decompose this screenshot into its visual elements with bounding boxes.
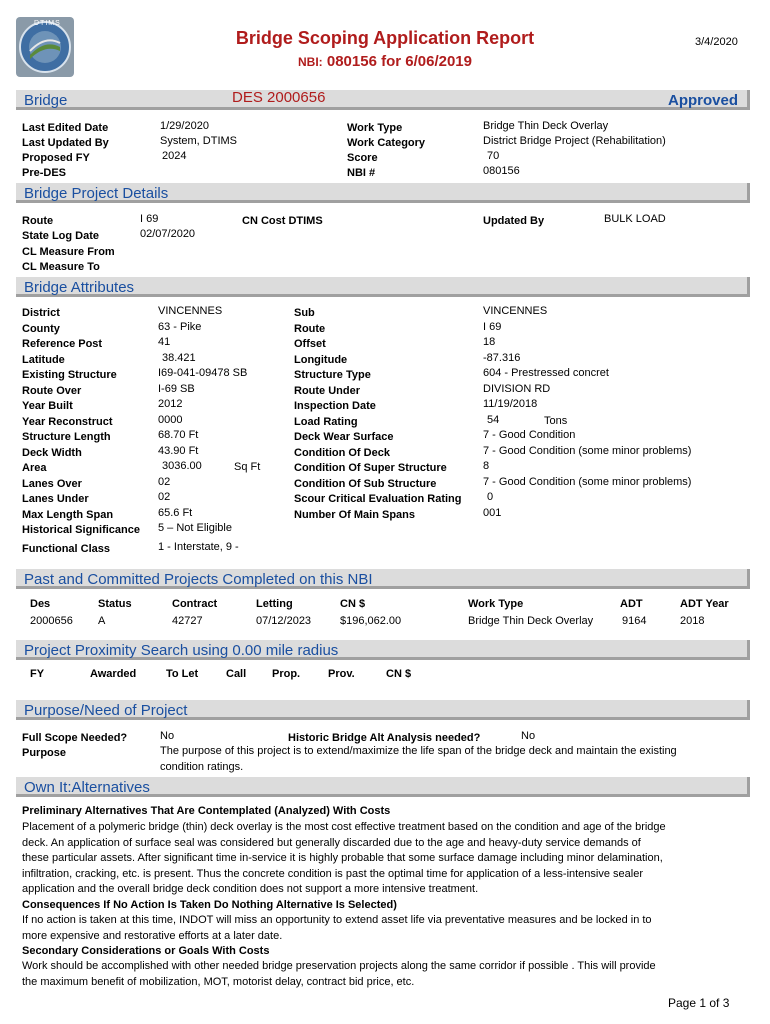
section-attributes	[16, 277, 750, 297]
des-number: DES 2000656	[232, 89, 326, 106]
attr-value: I-69 SB	[158, 383, 195, 395]
attr-label: Inspection Date	[294, 400, 376, 412]
attr-value: 02	[158, 476, 171, 488]
attr-label: District	[22, 307, 60, 319]
label-score: Score	[347, 152, 378, 164]
attr-value: 2012	[158, 398, 183, 410]
value-proposed-fy: 2024	[162, 150, 187, 162]
label-route: Route	[22, 215, 54, 227]
attr-label: Number Of Main Spans	[294, 509, 416, 521]
table-header: Call	[226, 668, 247, 680]
paragraph-line: infiltration, cracking, etc. is present. Thus the concrete condition is past the optimal time for application of a less-intensive sealer	[22, 867, 643, 880]
attr-label: Year Built	[22, 400, 73, 412]
table-cell: 2018	[680, 615, 705, 627]
paragraph-line: deck. An application of surface seal was considered but generally discarded due to the age and heavy-duty service demands of	[22, 836, 641, 849]
table-cell: 9164	[622, 615, 647, 627]
attr-label: Condition Of Super Structure	[294, 462, 447, 474]
paragraph-line: these particular assets. After significant time in-service it is highly probable that some surface damage including minor delamination,	[22, 852, 663, 864]
attr-label: Structure Length	[22, 431, 111, 443]
paragraph-line: If no action is taken at this time, INDOT will miss an opportunity to extend asset life via preventative measures and be locked in to	[22, 914, 652, 926]
purpose-line-1: The purpose of this project is to extend/maximize the life span of the bridge deck and maintain the existing	[160, 745, 677, 757]
section-title: Purpose/Need of Project	[24, 702, 188, 719]
attr-value: 5 – Not Eligible	[158, 522, 232, 534]
table-header: CN $	[340, 598, 366, 610]
label-purpose: Purpose	[22, 747, 67, 759]
label-pre-des: Pre-DES	[22, 167, 67, 179]
table-header: Letting	[256, 598, 293, 610]
table-header: FY	[30, 668, 45, 680]
attr-value: I 69	[483, 321, 502, 333]
attr-value: 8	[483, 460, 490, 472]
label-cl-from: CL Measure From	[22, 246, 115, 258]
table-cell: A	[98, 615, 106, 627]
report-title: Bridge Scoping Application Report	[235, 28, 535, 48]
label-last-edited: Last Edited Date	[22, 122, 109, 134]
value-updated-by: BULK LOAD	[604, 213, 666, 225]
paragraph-line: Placement of a polymeric bridge (thin) deck overlay is the most cost effective treatment based on the condition and age of the bridge	[22, 821, 666, 833]
attr-value: 0	[487, 491, 494, 503]
nbi-label: NBI:	[298, 55, 323, 69]
section-alternatives	[16, 777, 750, 797]
table-header: Status	[98, 598, 132, 610]
area-unit: Sq Ft	[234, 461, 261, 473]
attr-value: 7 - Good Condition (some minor problems)	[483, 445, 692, 457]
label-nbi: NBI #	[347, 167, 376, 179]
section-past-projects	[16, 569, 750, 589]
attr-label: Condition Of Deck	[294, 447, 390, 459]
label-last-updated: Last Updated By	[22, 137, 109, 149]
attr-label: Scour Critical Evaluation Rating	[294, 493, 462, 505]
alt-paragraph-preliminary	[22, 820, 702, 898]
attr-value: 604 - Prestressed concret	[483, 367, 609, 379]
attr-label: Year Reconstruct	[22, 416, 113, 428]
page-number: Page 1 of 3	[668, 996, 730, 1010]
attr-label: Longitude	[294, 354, 348, 366]
attr-label: Lanes Under	[22, 493, 89, 505]
label-proposed-fy: Proposed FY	[22, 152, 90, 164]
label-work-category: Work Category	[347, 137, 426, 149]
label-cl-to: CL Measure To	[22, 261, 100, 273]
value-historic: No	[521, 730, 536, 742]
purpose-line-2: condition ratings.	[160, 761, 244, 773]
attr-value: I69-041-09478 SB	[158, 367, 248, 379]
value-state-log: 02/07/2020	[140, 228, 196, 240]
table-header: Contract	[172, 598, 218, 610]
attr-value: 1 - Interstate, 9 -	[158, 541, 239, 553]
label-state-log: State Log Date	[22, 230, 100, 242]
attr-value: DIVISION RD	[483, 383, 551, 395]
paragraph-line: more expensive and restorative efforts at a later date.	[22, 929, 283, 942]
attr-value: 11/19/2018	[483, 398, 538, 410]
attr-value: -87.316	[483, 352, 521, 364]
alt-heading-secondary: Secondary Considerations or Goals With Costs	[22, 945, 270, 957]
section-title: Own It:Alternatives	[24, 779, 150, 796]
attr-value: 65.6 Ft	[158, 507, 193, 519]
section-bridge	[16, 90, 750, 110]
nbi-line	[0, 53, 770, 70]
value-work-type: Bridge Thin Deck Overlay	[483, 120, 609, 132]
attr-value: 001	[483, 507, 502, 519]
attr-label: Route Under	[294, 385, 360, 397]
table-cell: 07/12/2023	[256, 615, 312, 627]
section-title: Past and Committed Projects Completed on this NBI	[24, 571, 373, 588]
table-cell: 2000656	[30, 615, 73, 627]
section-title: Bridge	[24, 92, 68, 109]
attr-label: Deck Wear Surface	[294, 431, 394, 443]
section-project-details	[16, 183, 750, 203]
attr-label: Condition Of Sub Structure	[294, 478, 437, 490]
value-last-updated: System, DTIMS	[160, 135, 238, 147]
attr-label: Load Rating	[294, 416, 358, 428]
attr-label: Area	[22, 462, 47, 474]
table-header: Prop.	[272, 668, 301, 680]
attr-value: 7 - Good Condition (some minor problems)	[483, 476, 692, 488]
paragraph-line: the maximum benefit of mobilization, MOT, motorist delay, contract bid price, etc.	[22, 975, 415, 988]
value-score: 70	[487, 150, 500, 162]
attr-label: Existing Structure	[22, 369, 117, 381]
paragraph-line: Work should be accomplished with other needed bridge preservation projects along the same corridor if possible . This will provide	[22, 960, 656, 972]
attr-value: 18	[483, 336, 496, 348]
table-header: Prov.	[328, 668, 355, 680]
label-cn-cost: CN Cost DTIMS	[242, 215, 323, 227]
alt-heading-consequences: Consequences If No Action Is Taken Do Nothing Alternative Is Selected)	[22, 899, 397, 911]
table-header: ADT	[620, 598, 643, 610]
alt-paragraph-consequences	[22, 913, 702, 944]
attr-label: Structure Type	[294, 369, 371, 381]
table-header: CN $	[386, 668, 412, 680]
table-header: ADT Year	[680, 598, 729, 610]
attr-value: 38.421	[162, 352, 196, 364]
attr-label: Offset	[294, 338, 326, 350]
load-unit: Tons	[544, 415, 568, 427]
table-cell: 42727	[172, 615, 203, 627]
table-header: Des	[30, 598, 51, 610]
table-cell: Bridge Thin Deck Overlay	[468, 615, 594, 627]
attr-label: County	[22, 323, 60, 335]
report-date: 3/4/2020	[695, 36, 738, 48]
status-badge: Approved	[668, 92, 739, 109]
value-last-edited: 1/29/2020	[160, 120, 209, 132]
nbi-value: 080156 for 6/06/2019	[326, 53, 472, 70]
value-work-category: District Bridge Project (Rehabilitation)	[483, 135, 666, 147]
attr-label: Route Over	[22, 385, 82, 397]
value-nbi: 080156	[483, 165, 520, 177]
attr-value: VINCENNES	[158, 305, 223, 317]
attr-label: Latitude	[22, 354, 65, 366]
attr-value: 41	[158, 336, 171, 348]
attr-label: Max Length Span	[22, 509, 114, 521]
attr-label: Functional Class	[22, 543, 111, 555]
section-purpose	[16, 700, 750, 720]
alt-paragraph-secondary	[22, 959, 702, 990]
attr-value: 43.90 Ft	[158, 445, 199, 457]
attr-value: 68.70 Ft	[158, 429, 199, 441]
section-title: Bridge Attributes	[24, 279, 135, 296]
value-full-scope: No	[160, 730, 175, 742]
attr-value: 02	[158, 491, 171, 503]
attr-value: 3036.00	[162, 460, 202, 472]
attr-value: 54	[487, 414, 500, 426]
logo-text: DTIMS	[34, 20, 61, 27]
section-title: Project Proximity Search using 0.00 mile radius	[24, 642, 339, 659]
label-work-type: Work Type	[347, 122, 403, 134]
value-route: I 69	[140, 213, 159, 225]
section-proximity	[16, 640, 750, 660]
label-full-scope: Full Scope Needed?	[22, 732, 128, 744]
attr-value: 0000	[158, 414, 183, 426]
attr-label: Sub	[294, 307, 315, 319]
paragraph-line: application and the overall bridge deck condition does not support a more intensive treatment.	[22, 883, 479, 895]
attr-value: 7 - Good Condition	[483, 429, 576, 441]
table-header: Awarded	[90, 668, 137, 680]
section-title: Bridge Project Details	[24, 185, 169, 202]
label-updated-by: Updated By	[483, 215, 545, 227]
attr-value: VINCENNES	[483, 305, 548, 317]
attr-label: Reference Post	[22, 338, 103, 350]
label-historic: Historic Bridge Alt Analysis needed?	[288, 732, 481, 744]
table-header: To Let	[166, 668, 199, 680]
table-cell: $196,062.00	[340, 615, 402, 627]
attr-label: Route	[294, 323, 326, 335]
table-header: Work Type	[468, 598, 524, 610]
attr-label: Historical Significance	[22, 524, 140, 536]
attr-value: 63 - Pike	[158, 321, 202, 333]
attr-label: Deck Width	[22, 447, 82, 459]
attr-label: Lanes Over	[22, 478, 82, 490]
alt-heading-preliminary: Preliminary Alternatives That Are Contemplated (Analyzed) With Costs	[22, 805, 391, 817]
